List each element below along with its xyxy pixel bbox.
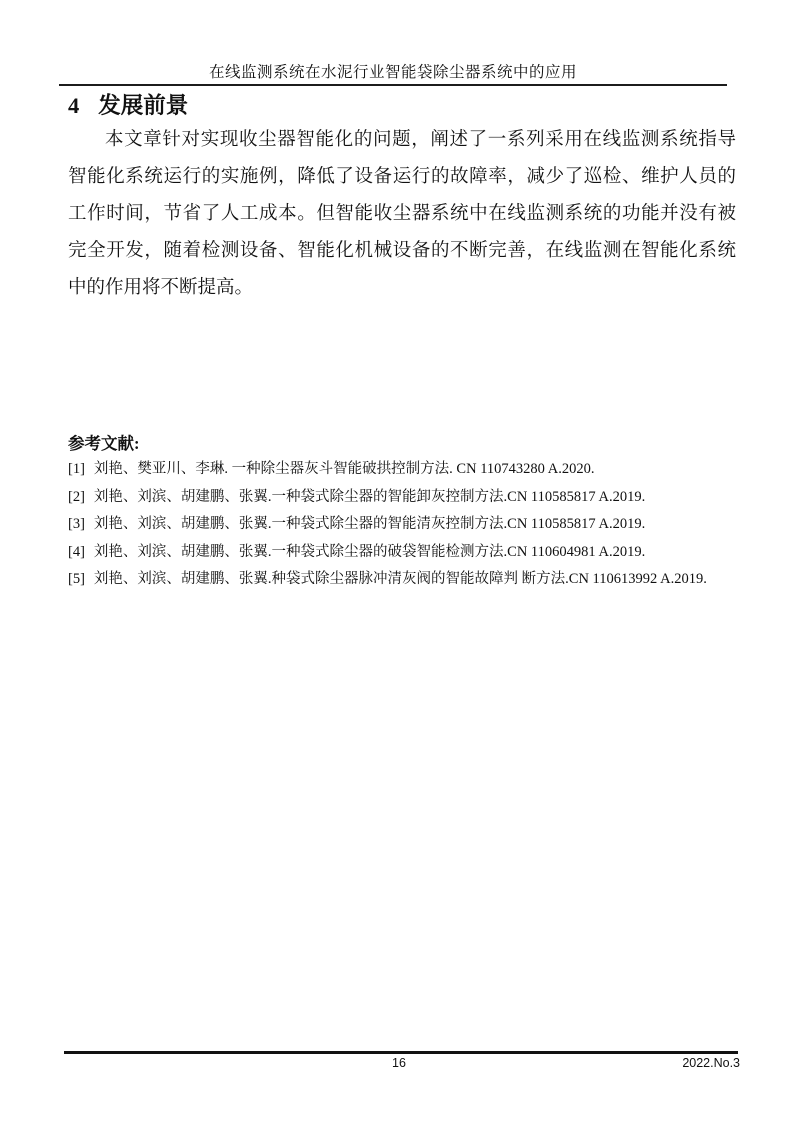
reference-text: 刘艳、刘滨、胡建鹏、张翼.种袋式除尘器脉冲清灰阀的智能故障判 断方法.CN 110613992 A.2019. [93, 571, 707, 587]
section-heading [68, 88, 188, 120]
footer-page-number: 16 [392, 1056, 406, 1070]
running-header-title: 在线监测系统在水泥行业智能袋除尘器系统中的应用 [208, 64, 577, 81]
reference-item [68, 566, 758, 594]
paragraph-line: 中的作用将不断提高。 [68, 278, 254, 298]
paragraph-line: 工作时间，节省了人工成本。但智能收尘器系统中在线监测系统的功能并没有被 [68, 204, 736, 224]
paragraph-line: 完全开发，随着检测设备、智能化机械设备的不断完善，在线监测在智能化系统 [68, 241, 736, 261]
reference-item [68, 511, 758, 539]
paragraph-line: 本文章针对实现收尘器智能化的问题，阐述了一系列采用在线监测系统指导 [105, 130, 736, 150]
header-rule [59, 84, 727, 86]
reference-text: 刘艳、刘滨、胡建鹏、张翼.一种袋式除尘器的智能卸灰控制方法.CN 110585817 A.2019. [93, 488, 646, 505]
reference-label: [5] [68, 571, 85, 587]
body-paragraph [68, 122, 736, 307]
references-list [68, 456, 758, 594]
footer-rule [64, 1051, 738, 1054]
reference-text: 刘艳、樊亚川、李琳. 一种除尘器灰斗智能破拱控制方法. CN 110743280 A.2020. [93, 461, 595, 477]
reference-label: [1] [68, 461, 85, 477]
reference-label: [4] [68, 543, 85, 560]
paragraph-line: 智能化系统运行的实施例，降低了设备运行的故障率，减少了巡检、维护人员的 [68, 167, 736, 187]
reference-item [68, 456, 758, 484]
reference-label: [2] [68, 488, 85, 505]
reference-item [68, 539, 758, 567]
reference-text: 刘艳、刘滨、胡建鹏、张翼.一种袋式除尘器的破袋智能检测方法.CN 110604981 A.2019. [93, 543, 646, 560]
section-number: 4 [68, 93, 80, 118]
reference-item [68, 484, 758, 512]
reference-text: 刘艳、刘滨、胡建鹏、张翼.一种袋式除尘器的智能清灰控制方法.CN 110585817 A.2019. [93, 516, 646, 532]
reference-label: [3] [68, 516, 85, 532]
section-title: 发展前景 [98, 93, 189, 118]
references-heading: 参考文献: [68, 434, 140, 453]
footer-issue-label: 2022.No.3 [682, 1056, 740, 1070]
